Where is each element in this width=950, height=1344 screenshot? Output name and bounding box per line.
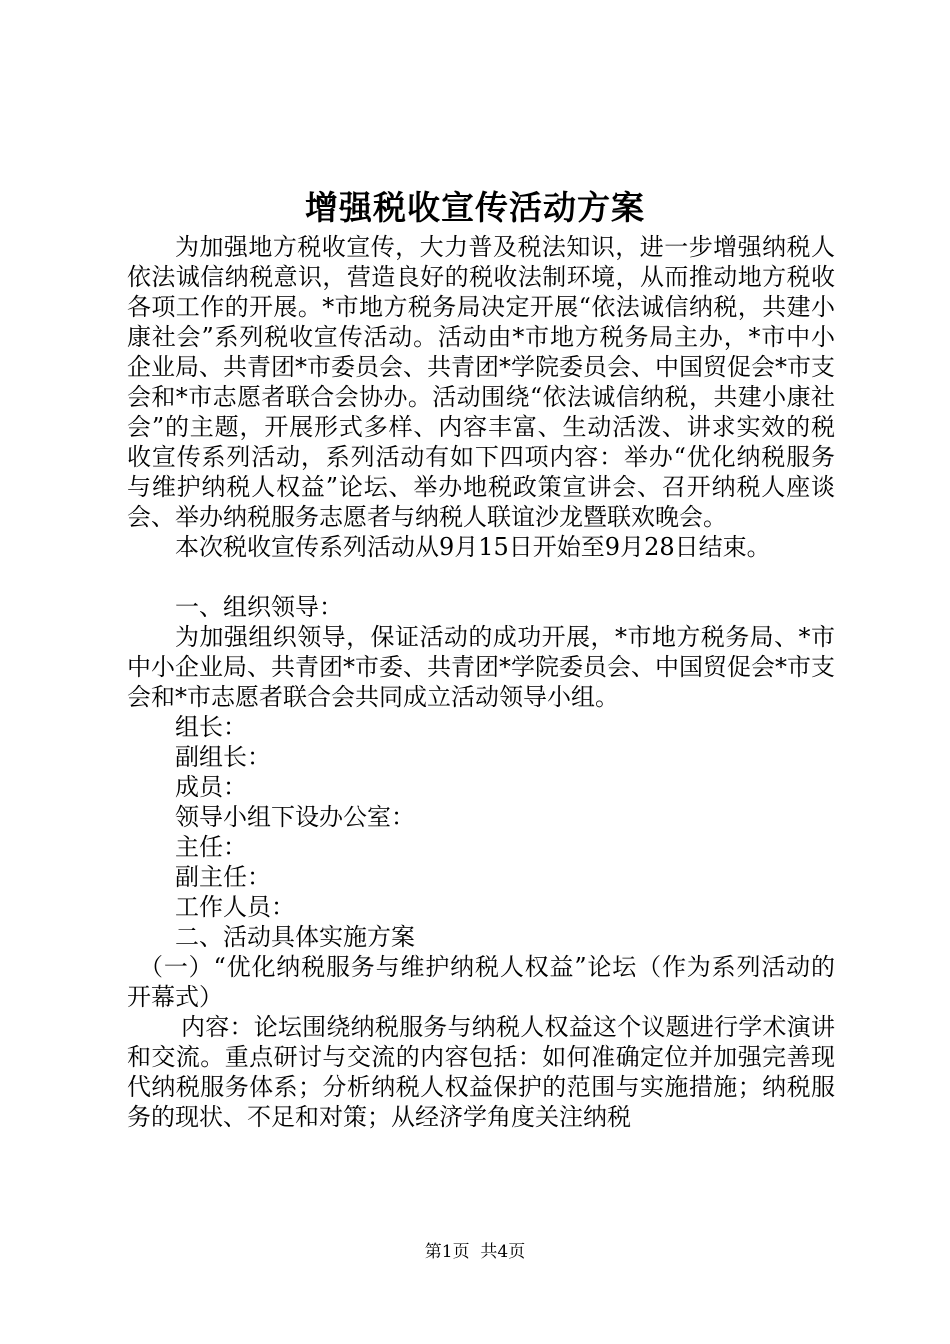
members-line: 成员： bbox=[175, 773, 247, 801]
paragraph-intro: 为加强地方税收宣传，大力普及税法知识，进一步增强纳税人依法诚信纳税意识，营造良好的税收法制环境，从而推动地方税收各项工作的开展。*市地方税务局决定开展“依法诚信纳税，共建小康社会”系列税收宣传活动。活动由*市地方税务局主办，*市中小企业局、共青团*市委员会、共青团*学院委员会、中国贸促会*市支会和*市志愿者联合会协办。活动围绕“依法诚信纳税，共建小康社会”的主题，开展形式多样、内容丰富、生动活泼、讲求实效的税收宣传系列活动，系列活动有如下四项内容：举办“优化纳税服务与维护纳税人权益”论坛、举办地税政策宣讲会、召开纳税人座谈会、举办纳税服务志愿者与纳税人联谊沙龙暨联欢晚会。 bbox=[127, 233, 835, 531]
staff-line: 工作人员： bbox=[175, 893, 295, 921]
page-number: 第1页 bbox=[424, 1242, 470, 1262]
subsection1-content: 内容：论坛围绕纳税服务与纳税人权益这个议题进行学术演讲和交流。重点研讨与交流的内容包括：如何准确定位并加强完善现代纳税服务体系；分析纳税人权益保护的范围与实施措施；纳税服务的现状、不足和对策；从经济学角度关注纳税 bbox=[127, 1013, 835, 1131]
deputy-leader-line: 副组长： bbox=[175, 743, 271, 771]
paragraph-dates: 本次税收宣传系列活动从9月15日开始至9月28日结束。 bbox=[175, 533, 771, 561]
page-total: 共4页 bbox=[480, 1242, 526, 1262]
office-line: 领导小组下设办公室： bbox=[175, 803, 415, 831]
page-footer bbox=[0, 1240, 950, 1264]
blank-line bbox=[127, 562, 835, 592]
footer-gap bbox=[470, 1242, 481, 1262]
section2-heading: 二、活动具体实施方案 bbox=[175, 923, 415, 951]
document-title: 增强税收宣传活动方案 bbox=[305, 188, 645, 227]
section1-text: 为加强组织领导，保证活动的成功开展，*市地方税务局、*市中小企业局、共青团*市委、共青团*学院委员会、中国贸促会*市支会和*市志愿者联合会共同成立活动领导小组。 bbox=[127, 623, 835, 711]
section1-heading: 一、组织领导： bbox=[175, 593, 343, 621]
subsection1-heading: （一）“优化纳税服务与维护纳税人权益”论坛（作为系列活动的开幕式） bbox=[127, 953, 835, 1011]
leader-line: 组长： bbox=[175, 713, 247, 741]
director-line: 主任： bbox=[175, 833, 247, 861]
document-body bbox=[127, 232, 835, 1132]
deputy-director-line: 副主任： bbox=[175, 863, 271, 891]
